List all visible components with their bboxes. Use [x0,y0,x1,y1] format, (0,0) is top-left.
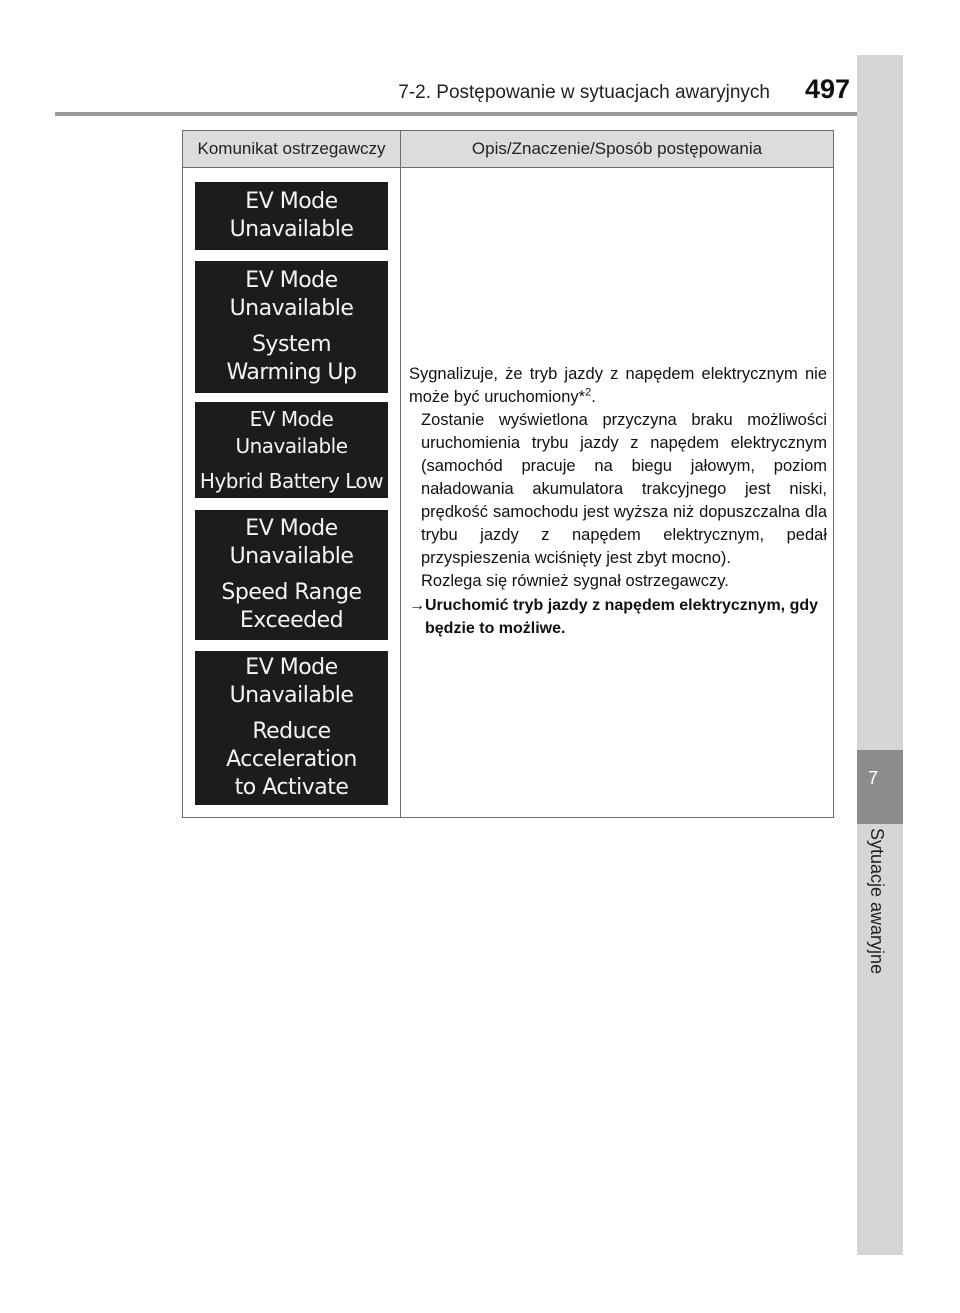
table-header [183,131,833,168]
description-sound: Rozlega się również sygnał ostrzegawczy. [421,572,729,590]
display-line: EV Mode [245,189,338,214]
chapter-side-tab [857,55,903,1255]
warning-display-hybrid-battery-low [195,402,388,498]
display-line: Reduce [252,719,331,744]
display-line: EV Mode [245,268,338,293]
warning-display-speed-range-exceeded [195,510,388,640]
display-line: Unavailable [229,544,354,569]
column-header-message: Komunikat ostrzegawczy [197,139,386,158]
display-line: Speed Range [221,580,362,605]
display-line: EV Mode [249,406,334,431]
display-line: Unavailable [229,296,354,321]
display-line: System [251,332,332,357]
column-header-description: Opis/Znaczenie/Sposób postępowania [471,139,763,158]
intro-text: Sygnalizuje, że tryb jazdy z napędem elektrycznym nie może być uruchomiony* [409,365,827,406]
description-detail: Zostanie wyświetlona przyczyna braku możliwości uruchomienia trybu jazdy z napędem elektrycznym (samochód pracuje na biegu jałowym, poziom naładowania akumulatora trakcyjnego jest niski, prędkość samochodu jest wyższa niż dopuszczalna dla trybu jazdy z napędem elektrycznym, pedał przyspieszenia wciśnięty jest zbyt mocno). [421,411,827,567]
header-divider [55,112,903,116]
description-intro [409,363,827,409]
page-number: 497 [804,74,850,104]
display-line: Warming Up [226,360,357,385]
arrow-icon: → [409,597,425,614]
chapter-title: Sytuacje awaryjne [867,828,887,975]
column-divider [400,131,401,817]
display-line: Unavailable [235,433,348,458]
warning-display-ev-unavailable [195,182,388,250]
display-line: to Activate [234,775,349,800]
warning-message-table [182,130,834,818]
display-line: Exceeded [239,608,344,633]
action-text: Uruchomić tryb jazdy z napędem elektrycznym, gdy będzie to możliwe. [425,597,819,637]
warning-display-reduce-acceleration [195,651,388,805]
display-line: Hybrid Battery Low [199,468,384,493]
description-cell [409,363,827,640]
display-line: EV Mode [245,516,338,541]
display-line: Unavailable [229,683,354,708]
action-instruction [409,594,827,640]
section-title: 7-2. Postępowanie w sytuacjach awaryjnych [398,82,770,103]
footnote-ref: 2 [585,386,592,399]
display-line: Acceleration [226,747,357,772]
warning-display-system-warming-up [195,261,388,393]
display-line: Unavailable [229,217,354,242]
intro-end: . [591,388,596,406]
display-line: EV Mode [245,655,338,680]
chapter-number: 7 [867,768,878,788]
